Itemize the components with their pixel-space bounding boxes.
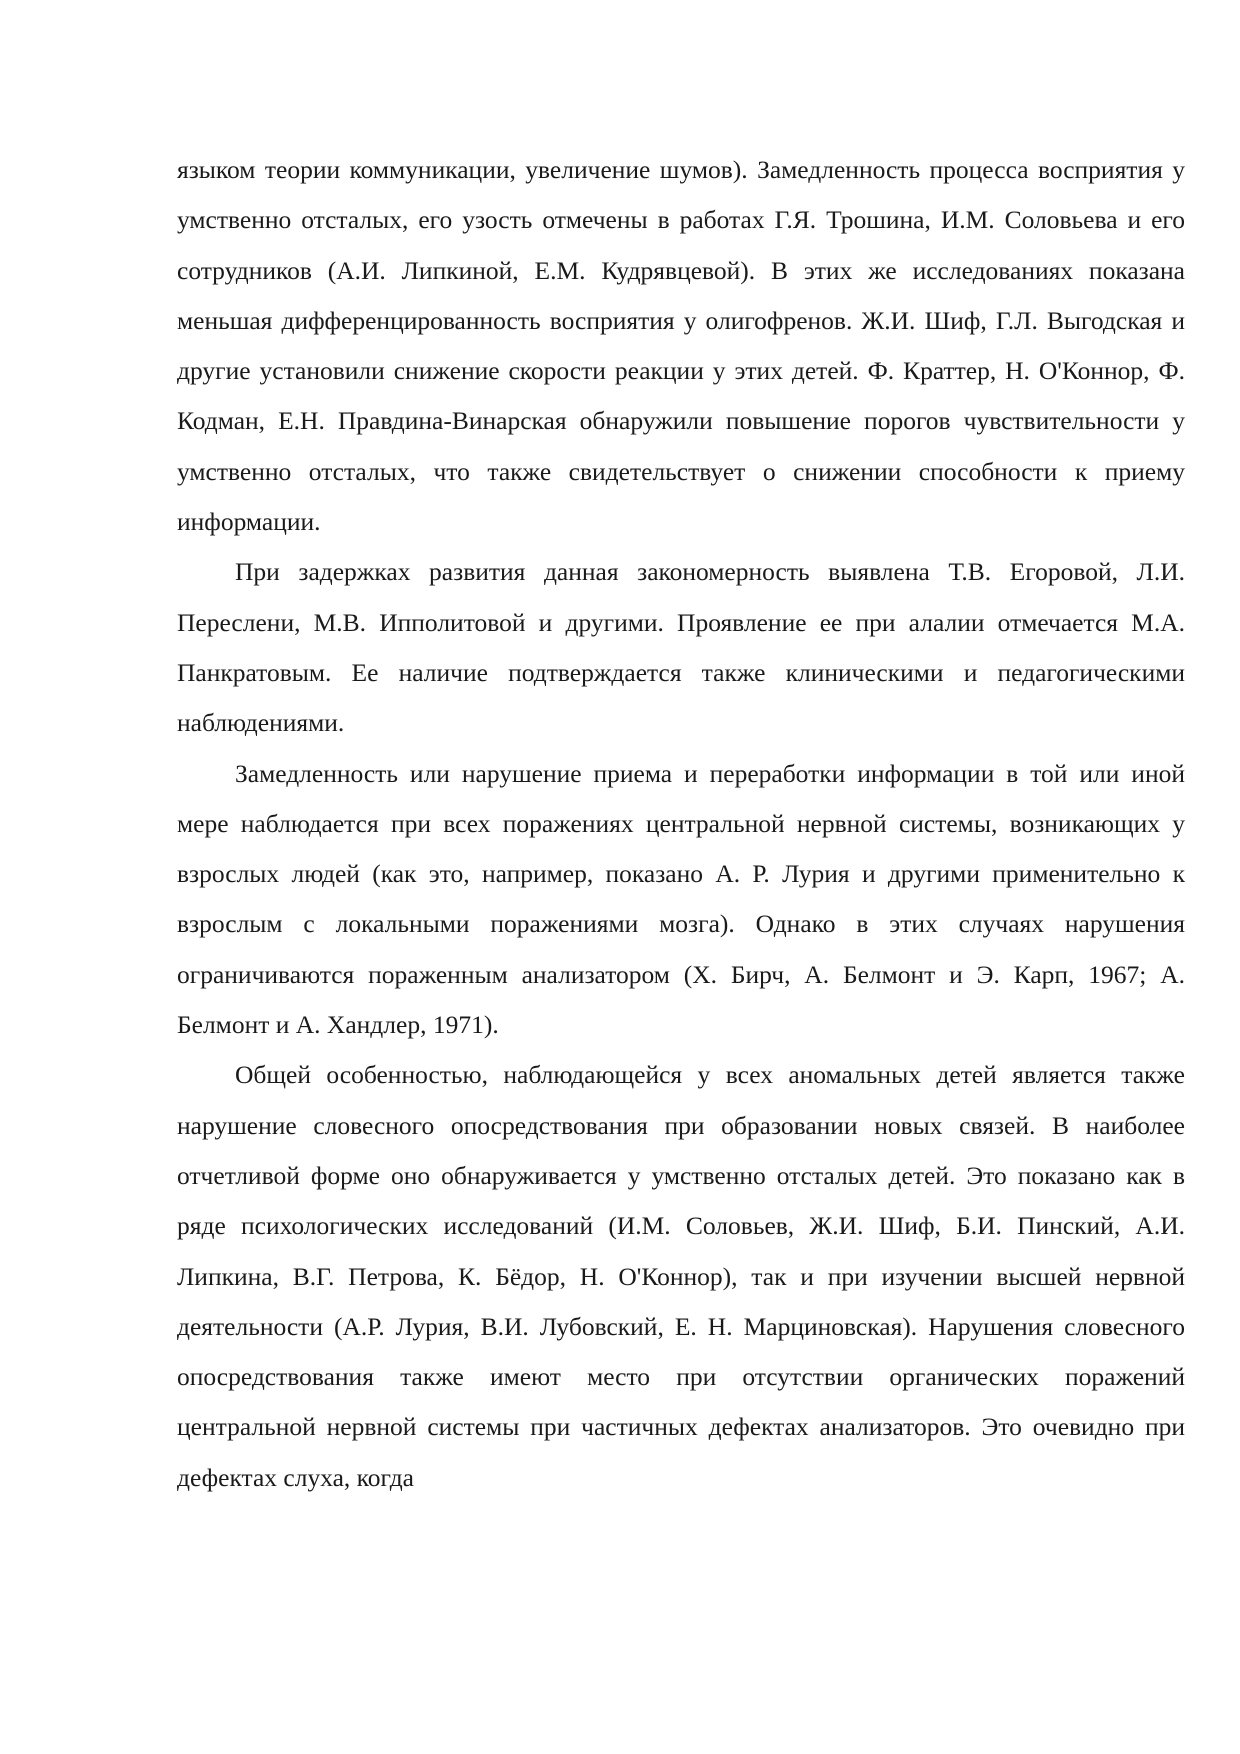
body-text <box>177 145 1185 1503</box>
paragraph-1: языком теории коммуникации, увеличение шумов). Замедленность процесса восприятия у умственно отсталых, его узость отмечены в работах Г.Я. Трошина, И.М. Соловьева и его сотрудников (А.И. Липкиной, Е.М. Кудрявцевой). В этих же исследованиях показана меньшая дифференцированность восприятия у олигофренов. Ж.И. Шиф, Г.Л. Выгодская и другие установили снижение скорости реакции у этих детей. Ф. Краттер, Н. О'Коннор, Ф. Кодман, Е.Н. Правдина-Винарская обнаружили повышение порогов чувствительности у умственно отсталых, что также свидетельствует о снижении способности к приему информации. <box>177 155 1185 537</box>
paragraph-3: Замедленность или нарушение приема и переработки информации в той или иной мере наблюдается при всех поражениях центральной нервной системы, возникающих у взрослых людей (как это, например, показано А. Р. Лурия и другими применительно к взрослым с локальными поражениями мозга). Однако в этих случаях нарушения ограничиваются пораженным анализатором (Х. Бирч, А. Белмонт и Э. Карп, 1967; А. Белмонт и А. Хандлер, 1971). <box>177 758 1185 1040</box>
paragraph-2: При задержках развития данная закономерность выявлена Т.В. Егоровой, Л.И. Переслени, М.В. Ипполитовой и другими. Проявление ее при алалии отмечается М.А. Панкратовым. Ее наличие подтверждается также клиническими и педагогическими наблюдениями. <box>177 557 1185 738</box>
paragraph-4: Общей особенностью, наблюдающейся у всех аномальных детей является также нарушение словесного опосредствования при образовании новых связей. В наиболее отчетливой форме оно обнаруживается у умственно отсталых детей. Это показано как в ряде психологических исследований (И.М. Соловьев, Ж.И. Шиф, Б.И. Пинский, А.И. Липкина, В.Г. Петрова, К. Бёдор, Н. О'Коннор), так и при изучении высшей нервной деятельности (А.Р. Лурия, В.И. Лубовский, Е. Н. Марциновская). Нарушения словесного опосредствования также имеют место при отсутствии органических поражений центральной нервной системы при частичных дефектах анализаторов. Это очевидно при дефектах слуха, когда <box>177 1060 1185 1492</box>
